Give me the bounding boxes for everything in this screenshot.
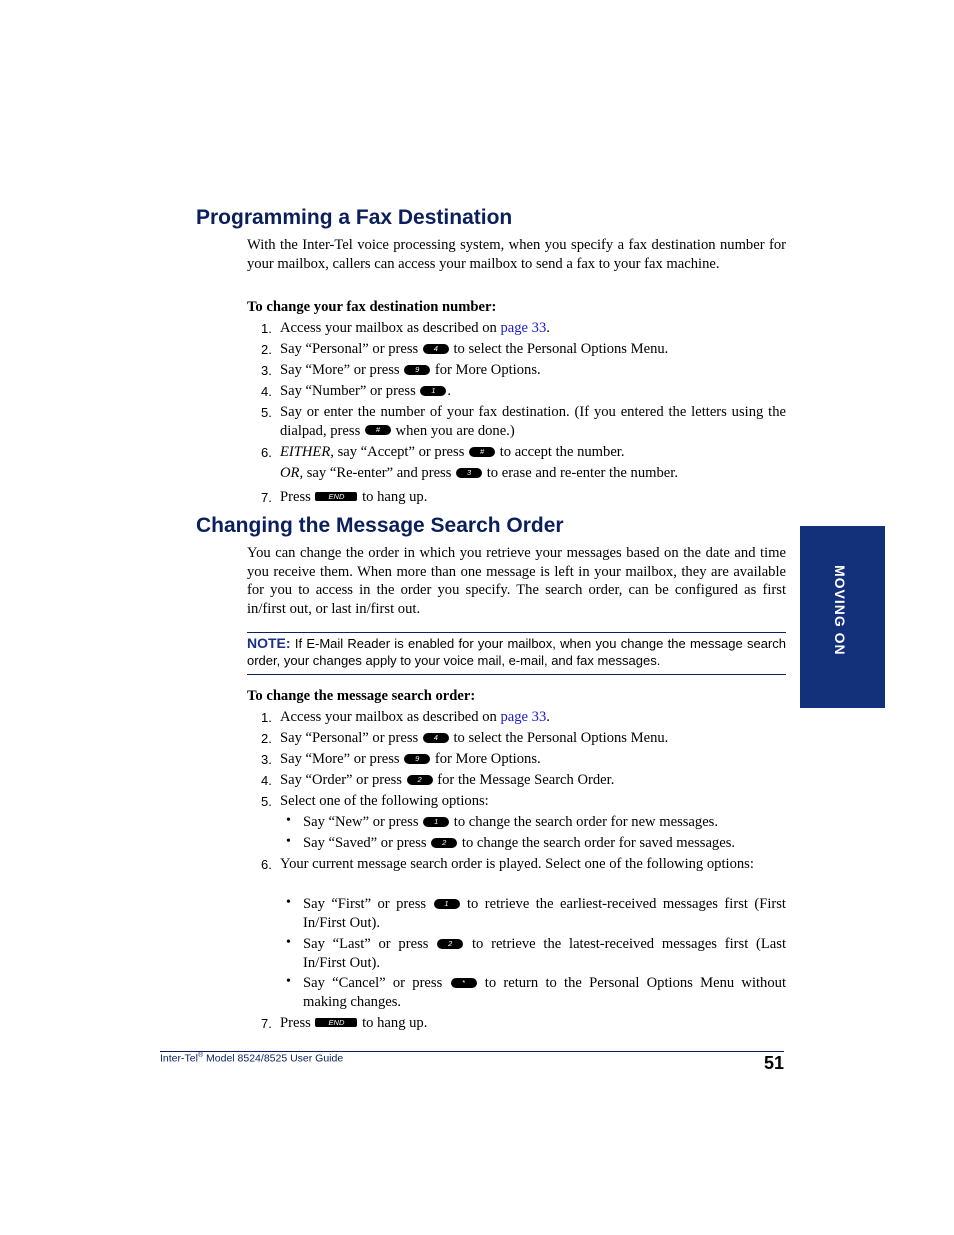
fax-procedure-subheading: To change your fax destination number: [247,299,497,315]
key-4-icon: 4 [423,733,449,743]
section-heading-search-order: Changing the Message Search Order [196,514,564,537]
key-9-icon: 9 [404,365,430,375]
key-1-icon: 1 [420,386,446,396]
fax-step-6-or: OR, say “Re-enter” and press 3 to erase and re-enter the number. [280,465,678,481]
note-label: NOTE: [247,635,291,651]
search-order-subheading: To change the message search order: [247,688,476,704]
note-text: If E-Mail Reader is enabled for your mailbox, when you change the message search order, your changes apply to your voice mail, e-mail, and fax messages. [247,636,786,668]
key-end-icon: END [315,492,357,501]
order-option-last: Say “Last” or press 2 to retrieve the latest-received messages first (Last In/First Out). [303,936,787,971]
chapter-tab-label: MOVING ON [832,565,848,656]
fax-intro-paragraph: With the Inter-Tel voice processing system, when you specify a fax destination number for your mailbox, callers can access your mailbox to send a fax to your fax machine. [247,237,786,272]
section-heading-fax: Programming a Fax Destination [196,206,513,229]
search-order-intro-paragraph: You can change the order in which you retrieve your messages based on the date and time you receive them. When more than one message is left in your mailbox, they are available for you to access in the order you specify. The search order, can be configured as first in/first out, or last in/first out. [247,545,786,618]
order-option-saved: Say “Saved” or press 2 to change the search order for saved messages. [303,835,736,851]
order-step-7: Press END to hang up. [280,1015,428,1031]
order-step-4: Say “Order” or press 2 for the Message Search Order. [280,772,615,788]
fax-step-6-either: EITHER, say “Accept” or press # to accept the number. [280,444,625,460]
key-star-icon: * [451,978,477,988]
key-hash-icon: # [365,425,391,435]
fax-step-5: Say or enter the number of your fax destination. (If you entered the letters using the dialpad, press # when you are done.) [280,404,786,439]
note-bottom-rule [247,674,786,675]
page-33-link[interactable]: page 33 [500,709,547,725]
fax-step-1: Access your mailbox as described on page 33. [280,320,550,336]
footer-guide-title: Inter-Tel® Model 8524/8525 User Guide [160,1052,344,1065]
manual-page: Programming a Fax Destination With the Inter-Tel voice processing system, when you specify a fax destination number for your mailbox, callers can access your mailbox to send a fax to your fax machine. To change your fax destination number: 1. Access your mailbox as described on page 33. 2. Say “Personal” or press 4 to select the Personal Options Menu. 3. Say “More” or press 9 for More Options. 4. Say “Number” or press 1 . 5. Say or enter the number of your fax destination. (If you entered the letters using the dialpad, press # when you are done.) 6. EITHER, say “Accept” or press # to accept the number. OR, say “Re-enter” and press 3 to erase and re-enter the number. 7. Press END to hang up. Changing the Message Search Order You can change the order in which you retrieve your messages based on the date and time you receive them. When more than one message is left in your mailbox, they are available for you to access in the order you specify. The search order, can be configured as first in/first out, or last in/first out. NOTE: If E-Mail Reader is enabled for your mailbox, when you change the message search order, your changes apply to your voice mail, e-mail, and fax messages. To change the message search order: 1. Access your mailbox as described on page 33. 2. Say “Personal” or press 4 to select the Personal Options Menu. 3. Say “More” or press 9 for More Options. 4. Say “Order” or press 2 for the Message Search Order. 5. Select one of the following options: • Say “New” or press 1 to change the search order for new messages. • Say “Saved” or press 2 to change the search order for saved messages. 6. Your current message search order is played. Select one of the following options: • Say “First” or press 1 to retrieve the earliest-received messages first (First In/First Out). • Say “Last” or press 2 to retrieve the latest-received messages first (Last In/First Out). • Say “Cancel” or press * to return to the Personal Options Menu without making changes. 7. Press END to hang up. MOVING ON Inter-Tel® Model 8524/8525 User Guide 51 [0,0,954,1235]
key-2-icon: 2 [431,838,457,848]
order-step-1: Access your mailbox as described on page 33. [280,709,550,725]
key-2-icon: 2 [437,939,463,949]
fax-step-2: Say “Personal” or press 4 to select the Personal Options Menu. [280,341,669,357]
order-step-5: Select one of the following options: [280,793,489,809]
key-9-icon: 9 [404,754,430,764]
key-4-icon: 4 [423,344,449,354]
key-hash-icon: # [469,447,495,457]
key-end-icon: END [315,1018,357,1027]
page-33-link[interactable]: page 33 [500,320,547,336]
order-option-first: Say “First” or press 1 to retrieve the earliest-received messages first (First In/First Out). [303,896,786,931]
order-option-cancel: Say “Cancel” or press * to return to the Personal Options Menu without making changes. [303,975,787,1010]
key-1-icon: 1 [423,817,449,827]
order-step-6: Your current message search order is played. Select one of the following options: [280,856,754,872]
page-number: 51 [763,1053,784,1073]
order-step-2: Say “Personal” or press 4 to select the Personal Options Menu. [280,730,669,746]
key-1-icon: 1 [434,899,460,909]
key-2-icon: 2 [407,775,433,785]
order-step-3: Say “More” or press 9 for More Options. [280,751,541,767]
fax-step-7: Press END to hang up. [280,489,428,505]
key-3-icon: 3 [456,468,482,478]
fax-step-3: Say “More” or press 9 for More Options. [280,362,541,378]
fax-step-4: Say “Number” or press 1 . [280,383,452,399]
note-box [247,635,786,669]
note-top-rule [247,632,786,633]
order-option-new: Say “New” or press 1 to change the search order for new messages. [303,814,719,830]
